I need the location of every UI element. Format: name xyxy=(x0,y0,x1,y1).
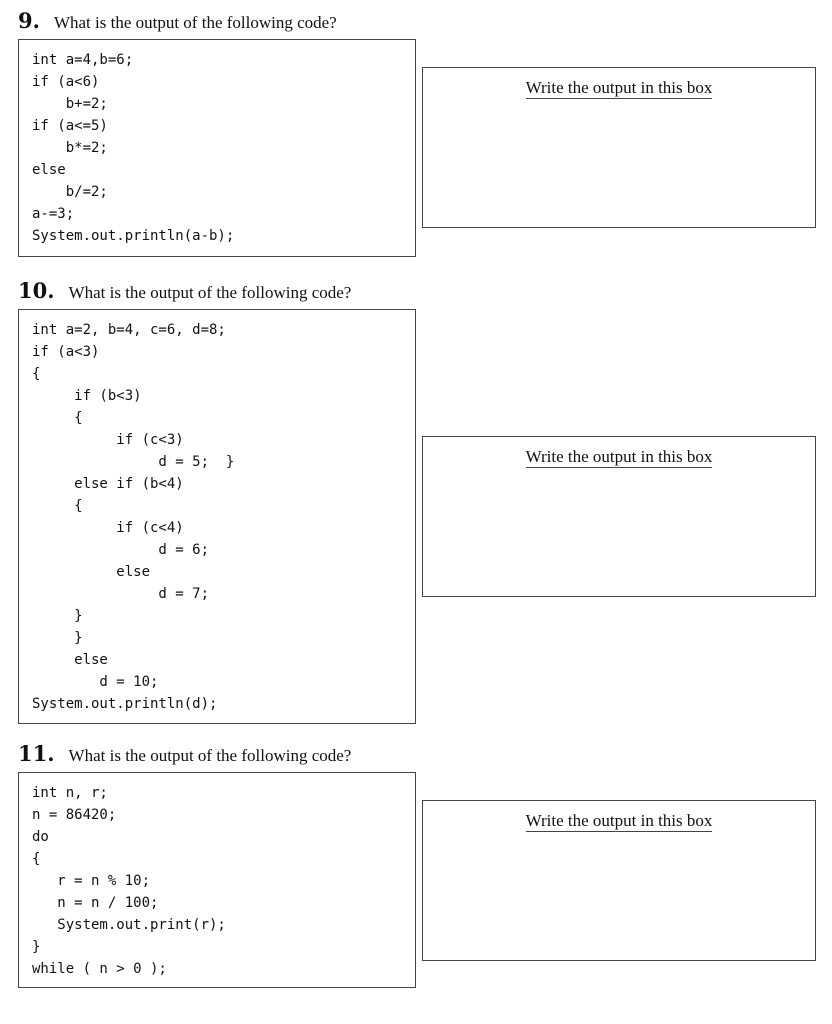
code-line: a-=3; xyxy=(32,206,75,222)
code-line: int n, r; xyxy=(32,785,108,801)
code-line: int a=4,b=6; xyxy=(32,52,134,68)
code-line: else xyxy=(32,652,108,668)
code-line: System.out.println(a-b); xyxy=(32,228,235,244)
code-box xyxy=(18,309,416,724)
code-line: { xyxy=(32,851,41,867)
question-prompt: What is the output of the following code? xyxy=(53,13,337,32)
answer-box-label xyxy=(423,78,815,98)
code-box xyxy=(18,772,416,988)
answer-box-label xyxy=(423,811,815,831)
code-line: { xyxy=(32,498,83,514)
answer-box-label-text: Write the output in this box xyxy=(525,447,713,466)
question-header xyxy=(18,278,351,303)
code-line: } xyxy=(32,630,83,646)
question-header xyxy=(18,741,351,766)
code-line: { xyxy=(32,366,41,382)
code-line: if (c<4) xyxy=(32,520,184,536)
answer-box-label-text: Write the output in this box xyxy=(525,811,713,830)
question-number: 9. xyxy=(18,8,40,33)
code-line: b*=2; xyxy=(32,140,108,156)
code-line: n = 86420; xyxy=(32,807,117,823)
code-line: else xyxy=(32,564,151,580)
code-line: System.out.println(d); xyxy=(32,696,218,712)
answer-box[interactable] xyxy=(422,800,816,961)
code-line: d = 5; } xyxy=(32,454,235,470)
code-line: int a=2, b=4, c=6, d=8; xyxy=(32,322,226,338)
question-number: 11. xyxy=(18,741,55,766)
code-line: System.out.print(r); xyxy=(32,917,226,933)
answer-box-label xyxy=(423,447,815,467)
code-box xyxy=(18,39,416,257)
code-line: d = 10; xyxy=(32,674,159,690)
code-line: while ( n > 0 ); xyxy=(32,961,167,977)
code-line: if (c<3) xyxy=(32,432,184,448)
code-line: else xyxy=(32,162,66,178)
code-line: if (b<3) xyxy=(32,388,142,404)
code-line: b+=2; xyxy=(32,96,108,112)
code-line: do xyxy=(32,829,49,845)
code-line: } xyxy=(32,939,41,955)
code-line: n = n / 100; xyxy=(32,895,159,911)
question-prompt: What is the output of the following code? xyxy=(68,746,352,765)
question-number: 10. xyxy=(18,278,55,303)
answer-box[interactable] xyxy=(422,67,816,228)
code-line: if (a<3) xyxy=(32,344,100,360)
answer-box-label-text: Write the output in this box xyxy=(525,78,713,97)
code-line: } xyxy=(32,608,83,624)
code-line: d = 6; xyxy=(32,542,210,558)
code-line: { xyxy=(32,410,83,426)
code-line: d = 7; xyxy=(32,586,210,602)
question-prompt: What is the output of the following code? xyxy=(68,283,352,302)
code-line: b/=2; xyxy=(32,184,108,200)
code-line: if (a<6) xyxy=(32,74,100,90)
answer-box[interactable] xyxy=(422,436,816,597)
question-header xyxy=(18,8,337,33)
code-line: r = n % 10; xyxy=(32,873,151,889)
code-line: if (a<=5) xyxy=(32,118,108,134)
code-line: else if (b<4) xyxy=(32,476,184,492)
